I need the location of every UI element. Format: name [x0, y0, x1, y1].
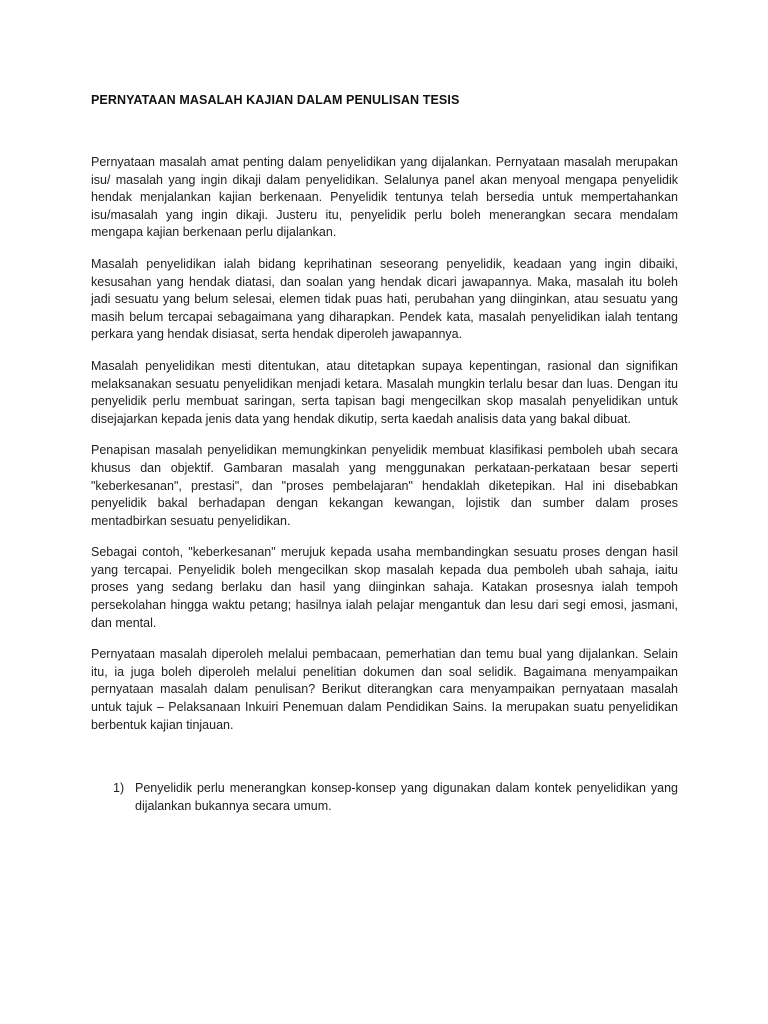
paragraph-2: Masalah penyelidikan ialah bidang keprihatinan seseorang penyelidik, keadaan yang ingin dibaiki, kesusahan yang hendak diatasi, dan soalan yang hendak dicari jawapannya. Maka, masalah itu boleh jadi sesuatu yang belum selesai, elemen tidak puas hati, perubahan yang diinginkan, atau sesuatu yang masih belum tercapai sebagaimana yang diharapkan. Pendek kata, masalah penyelidikan ialah tentang perkara yang hendak disiasat, serta hendak diperoleh jawapannya. — [91, 256, 678, 342]
paragraph-6: Pernyataan masalah diperoleh melalui pembacaan, pemerhatian dan temu bual yang dijalankan. Selain itu, ia juga boleh diperoleh melalui penelitian dokumen dan soal selidik. Bagaimana menyampaikan pernyataan masalah dalam penulisan? Berikut diterangkan cara menyampaikan pernyataan masalah untuk tajuk – Pelaksanaan Inkuiri Penemuan dalam Pendidikan Sains. Ia merupakan suatu penyelidikan berbentuk kajian tinjauan. — [91, 647, 678, 732]
paragraph-1: Pernyataan masalah amat penting dalam penyelidikan yang dijalankan. Pernyataan masalah merupakan isu/ masalah yang ingin dikaji dalam penyelidikan. Selalunya panel akan menyoal mengapa penyelidik hendak menjalankan kajian berkenaan. Penyelidik tentunya telah bersedia untuk mempertahankan isu/masalah yang ingin dikaji. Justeru itu, penyelidik perlu boleh menerangkan secara mendalam mengapa kajian berkenaan perlu dijalankan. — [91, 155, 678, 240]
paragraph-4: Penapisan masalah penyelidikan memungkinkan penyelidik membuat klasifikasi pemboleh ubah secara khusus dan objektif. Gambaran masalah yang menggunakan perkataan-perkataan besar seperti "keberkesanan", prestasi", dan "proses pembelajaran" hendaklah diketepikan. Hal ini disebabkan penyelidik bakal berhadapan dengan kekangan kewangan, lojistik dan sumber dalam proses mentadbirkan sesuatu penyelidikan. — [91, 443, 678, 528]
list-item — [91, 780, 678, 815]
list-item-text: Penyelidik perlu menerangkan konsep-konsep yang digunakan dalam kontek penyelidikan yang dijalankan bukannya secara umum. — [135, 781, 678, 813]
document-page — [91, 93, 678, 815]
list-item-number: 1) — [113, 781, 125, 796]
paragraph-3: Masalah penyelidikan mesti ditentukan, atau ditetapkan supaya kepentingan, rasional dan signifikan melaksanakan sesuatu penyelidikan menjadi ketara. Masalah mungkin terlalu besar dan luas. Dengan itu penyelidik perlu membuat saringan, serta tapisan bagi mengecilkan skop masalah penyelidikan untuk disejajarkan kepada jenis data yang hendak dikutip, serta kaedah analisis data yang bakal dibuat. — [91, 358, 678, 426]
paragraph-5: Sebagai contoh, "keberkesanan" merujuk kepada usaha membandingkan sesuatu proses dengan hasil yang tercapai. Penyelidik boleh mengecilkan skop masalah kepada dua pemboleh ubah sahaja, iaitu proses yang sedang berlaku dan hasil yang diinginkan sahaja. Katakan prosesnya ialah tempoh persekolahan hingga waktu petang; hasilnya ialah pelajar mengantuk dan lesu dari segi emosi, jasmani, dan mental. — [91, 545, 678, 630]
document-title: PERNYATAAN MASALAH KAJIAN DALAM PENULISAN TESIS — [91, 93, 460, 107]
numbered-list — [91, 780, 678, 815]
